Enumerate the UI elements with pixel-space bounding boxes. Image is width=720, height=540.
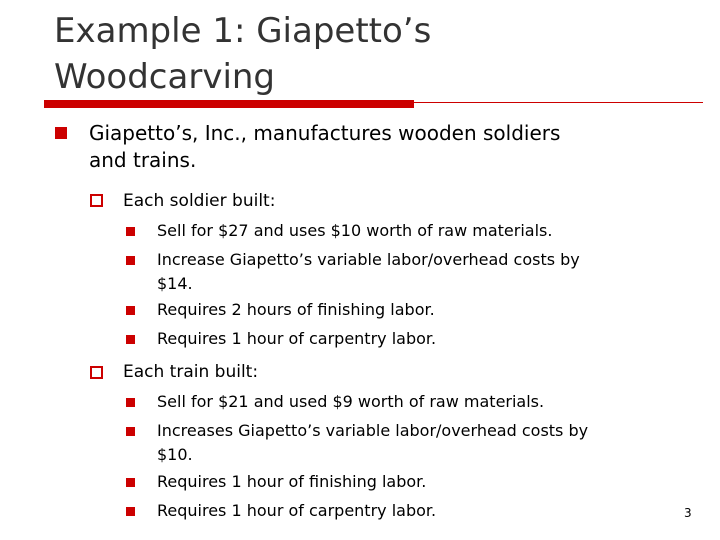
train-item: [157, 470, 426, 494]
train-item-line: Requires 1 hour of finishing labor.: [157, 472, 427, 491]
slide-title: [54, 8, 694, 100]
main-bullet-line: and trains.: [89, 148, 197, 172]
filled-square-icon: [126, 478, 135, 487]
soldier-item-line: $14.: [157, 274, 193, 293]
hollow-square-icon: [90, 366, 103, 379]
train-item: [157, 419, 588, 467]
main-bullet-text: [89, 120, 560, 174]
slide-title-line: Woodcarving: [54, 57, 276, 97]
title-divider-thick: [44, 100, 414, 108]
filled-square-icon: [55, 127, 67, 139]
page-number: 3: [684, 506, 692, 520]
filled-square-icon: [126, 427, 135, 436]
soldier-item-line: Sell for $27 and uses $10 worth of raw materials.: [157, 221, 553, 240]
filled-square-icon: [126, 306, 135, 315]
soldier-item-line: Requires 1 hour of carpentry labor.: [157, 329, 437, 348]
filled-square-icon: [126, 507, 135, 516]
train-item-line: Increases Giapetto’s variable labor/overhead costs by: [157, 421, 589, 440]
train-heading: Each train built:: [123, 362, 259, 382]
train-item-line: Requires 1 hour of carpentry labor.: [157, 501, 437, 520]
hollow-square-icon: [90, 194, 103, 207]
train-item: [157, 499, 436, 523]
soldier-heading: Each soldier built:: [123, 191, 276, 211]
filled-square-icon: [126, 256, 135, 265]
train-item-line: Sell for $21 and used $9 worth of raw materials.: [157, 392, 545, 411]
main-bullet-line: Giapetto’s, Inc., manufactures wooden soldiers: [89, 121, 561, 145]
soldier-item-line: Increase Giapetto’s variable labor/overhead costs by: [157, 250, 580, 269]
train-item-line: $10.: [157, 445, 193, 464]
train-item: [157, 390, 544, 414]
soldier-item: [157, 219, 552, 243]
slide-title-line: Example 1: Giapetto’s: [54, 11, 432, 51]
title-divider-thin: [414, 102, 703, 103]
filled-square-icon: [126, 227, 135, 236]
soldier-item-line: Requires 2 hours of finishing labor.: [157, 300, 435, 319]
filled-square-icon: [126, 398, 135, 407]
filled-square-icon: [126, 335, 135, 344]
soldier-item: [157, 298, 435, 322]
soldier-item: [157, 327, 436, 351]
soldier-item: [157, 248, 580, 296]
